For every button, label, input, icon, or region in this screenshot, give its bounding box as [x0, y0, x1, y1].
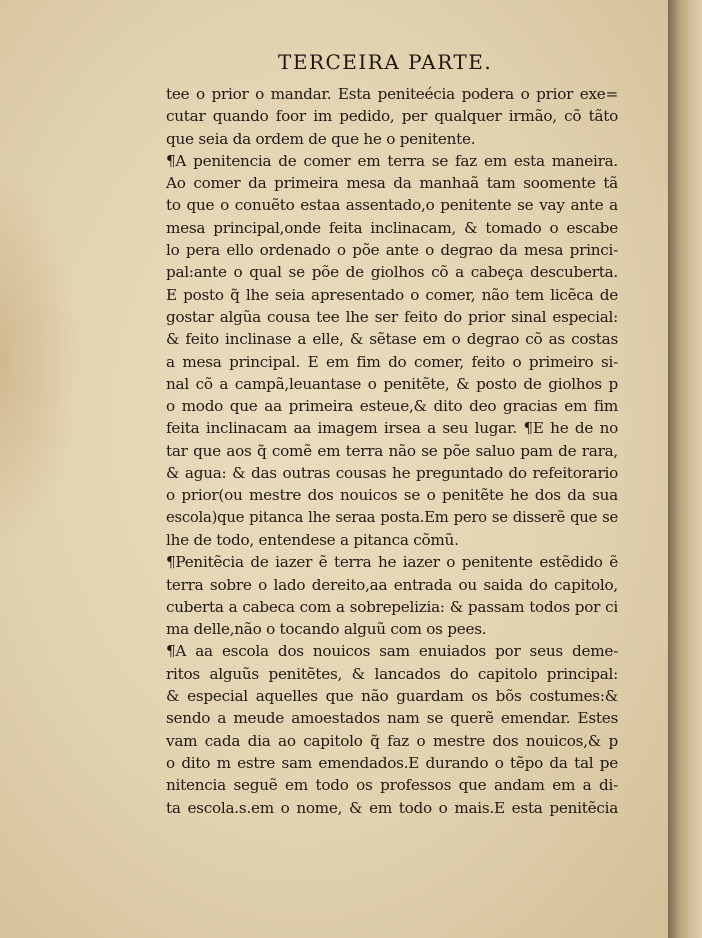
text-line: nal cõ a campã,leuantase o penitẽte, & posto de giolhos p: [166, 374, 618, 393]
text-line: ¶A penitencia de comer em terra se faz em esta maneira.: [166, 151, 618, 170]
running-head: TERCEIRA PARTE.: [278, 50, 493, 74]
text-line: feita inclinacam aa imagem irsea a seu lugar. ¶E he de no: [166, 419, 618, 438]
text-line: vam cada dia ao capitolo q̃ faz o mestre dos nouicos,& p: [166, 731, 618, 750]
text-line: pal:ante o qual se põe de giolhos cõ a cabeça descuberta.: [166, 263, 618, 282]
water-stain: [0, 170, 80, 550]
text-line: o prior(ou mestre dos nouicos se o penitẽte he dos da sua: [166, 486, 618, 505]
book-gutter: [668, 0, 702, 938]
text-line: lo pera ello ordenado o põe ante o degrao da mesa princi-: [166, 241, 618, 260]
text-line: ritos alguũs penitẽtes, & lancados do capitolo principal:: [166, 664, 618, 683]
text-line: a mesa principal. E em fim do comer, feito o primeiro si-: [166, 352, 618, 371]
text-line: lhe de todo, entendese a pitanca cõmũ.: [166, 530, 459, 549]
text-line: escola)que pitanca lhe seraa posta.Em pero se disserẽ que se: [166, 508, 618, 526]
text-line: que seia da ordem de que he o penitente.: [166, 129, 476, 148]
text-line: terra sobre o lado dereito,aa entrada ou saida do capitolo,: [166, 575, 618, 594]
text-line: o modo que aa primeira esteue,& dito deo gracias em fim: [166, 397, 618, 416]
text-line: cutar quando foor im pedido, per qualquer irmão, cõ tãto: [166, 107, 618, 126]
text-line: ¶Penitẽcia de iazer ẽ terra he iazer o penitente estẽdido ẽ: [166, 553, 618, 572]
text-line: o dito m estre sam emendados.E durando o tẽpo da tal pe: [166, 753, 618, 772]
text-line: & agua: & das outras cousas he preguntado do refeitorario: [166, 464, 618, 483]
text-line: gostar algũa cousa tee lhe ser feito do prior sinal especial:: [166, 307, 618, 326]
text-line: tar que aos q̃ comẽ em terra não se põe saluo pam de rara,: [166, 441, 618, 460]
body-text: [166, 83, 618, 819]
text-line: tee o prior o mandar. Esta peniteécia podera o prior exe=: [166, 85, 618, 103]
text-line: nitencia seguẽ em todo os professos que andam em a di-: [166, 776, 618, 795]
text-line: ta escola.s.em o nome, & em todo o mais.E esta penitẽcia: [166, 798, 618, 817]
text-line: ¶A aa escola dos nouicos sam enuiados por seus deme-: [166, 642, 618, 661]
text-line: Ao comer da primeira mesa da manhaã tam soomente tã: [166, 174, 618, 193]
text-line: ma delle,não o tocando alguũ com os pees.: [166, 620, 487, 639]
text-line: & feito inclinase a elle, & sẽtase em o degrao cõ as costas: [166, 330, 618, 349]
text-line: to que o conuẽto estaa assentado,o penitente se vay ante a: [166, 196, 618, 215]
text-line: & especial aquelles que não guardam os bõs costumes:&: [166, 687, 618, 706]
text-line: sendo a meude amoestados nam se querẽ emendar. Estes: [166, 709, 618, 728]
text-line: cuberta a cabeca com a sobrepelizia: & passam todos por ci: [166, 597, 618, 616]
text-line: mesa principal,onde feita inclinacam, & tomado o escabe: [166, 218, 618, 237]
text-line: E posto q̃ lhe seia apresentado o comer, não tem licẽca de: [166, 285, 618, 304]
